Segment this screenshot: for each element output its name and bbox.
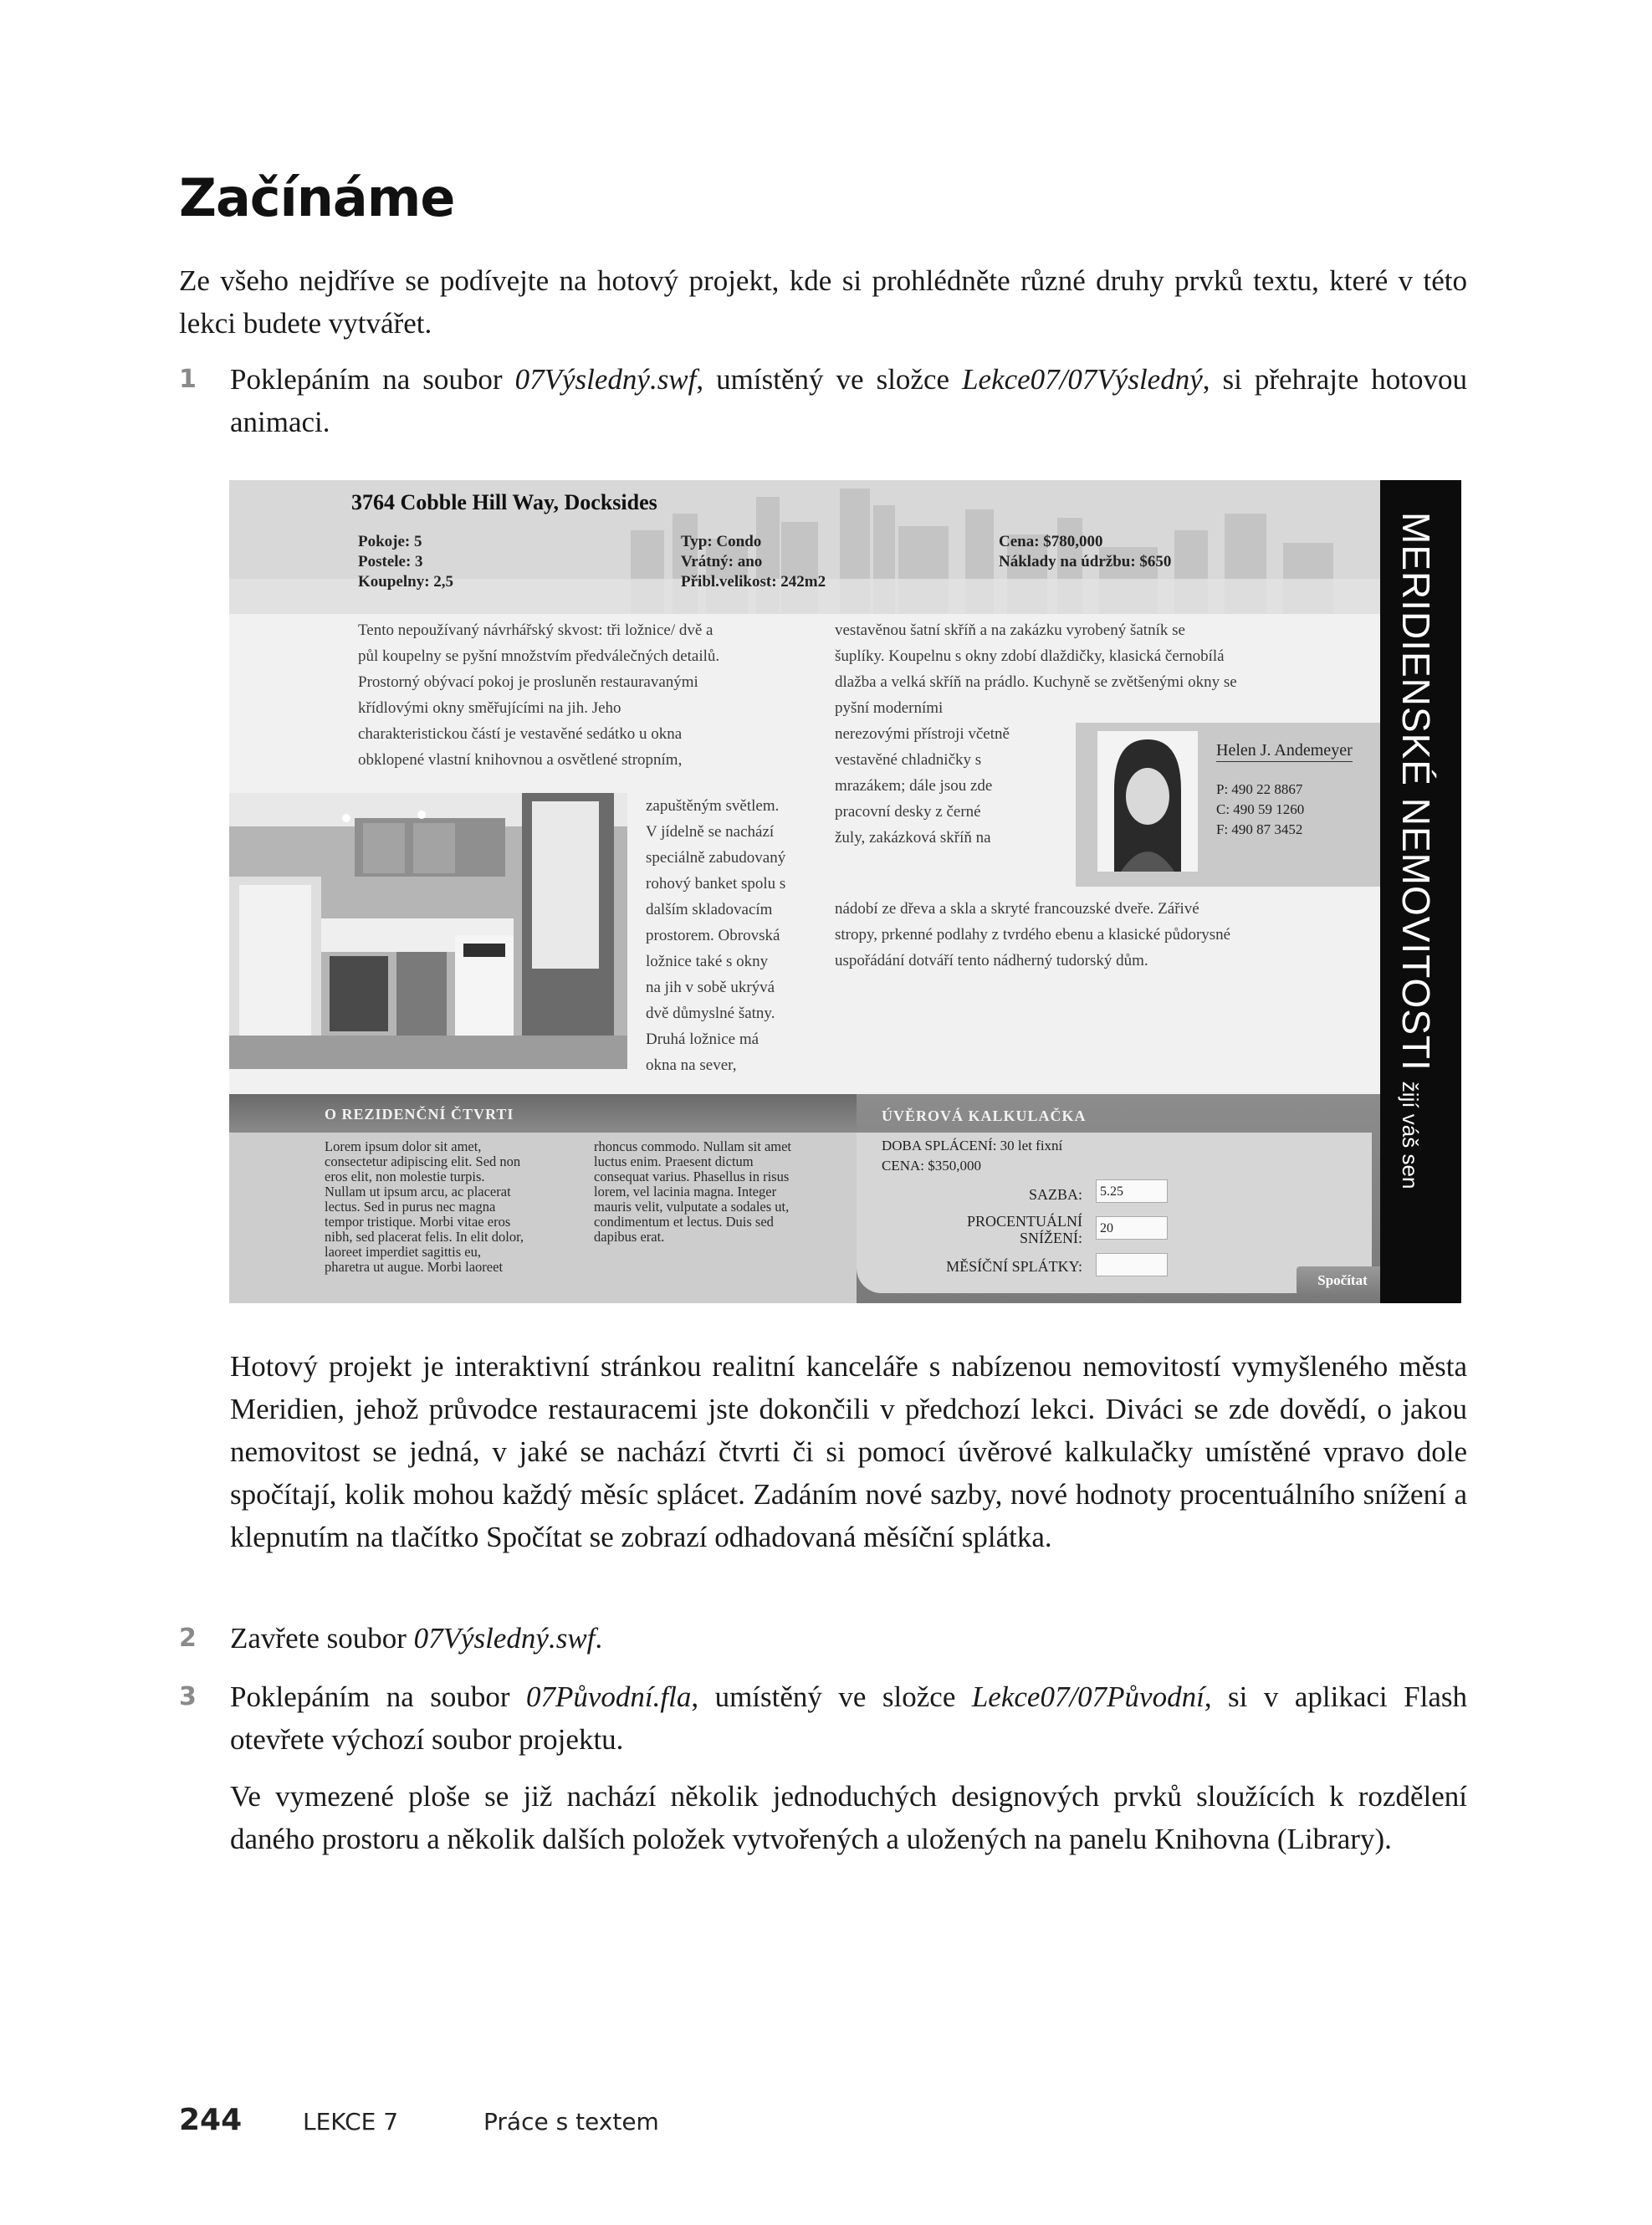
file-name: 07Původní.fla: [525, 1680, 692, 1713]
agent-photo: [1097, 731, 1198, 872]
fact-item: Náklady na údržbu: $650: [999, 553, 1172, 570]
facts-type: [681, 532, 826, 592]
project-description: Hotový projekt je interaktivní stránkou realitní kanceláře s nabízenou nemovitostí vymyšleného města Meridien, jehož průvodce restauracemi jste dokončili v předchozí lekci. Diváci se zde dovědí, o jakou nemovitost se jedná, v jaké se nachází čtvrti či si pomocí úvěrové kalkulačky umístěné vpravo dole spočítají, kolik mohou každý měsíc splácet. Zadáním nové sazby, nové hodnoty procentuálního snížení a klepnutím na tlačítko Spočítat se zobrazí odhadovaná měsíční splátka.: [230, 1350, 1467, 1553]
project-screenshot: [229, 480, 1461, 1303]
fact-item: Typ: Condo: [681, 533, 762, 550]
fact-item: Vrátný: ano: [681, 553, 763, 570]
step-number: 3: [179, 1682, 197, 1711]
fact-item: Koupelny: 2,5: [358, 573, 454, 591]
fact-item: Cena: $780,000: [999, 533, 1103, 550]
step-text: Poklepáním na soubor 07Původní.fla, umístěný ve složce Lekce07/07Původní, si v aplikaci Flash otevřete výchozí soubor projektu.: [230, 1680, 1467, 1756]
section-heading: Začínáme: [179, 167, 455, 228]
calculator-title: ÚVĚROVÁ KALKULAČKA: [882, 1107, 1087, 1124]
discount-input[interactable]: 20: [1096, 1216, 1168, 1240]
intro-paragraph: Ze všeho nejdříve se podívejte na hotový projekt, kde si prohlédněte různé druhy prvků textu, které v této lekci budete vytvářet.: [179, 264, 1467, 340]
agent-phone: F: 490 87 3452: [1216, 821, 1303, 837]
brand-tagline: žijí váš sen: [1398, 1081, 1423, 1189]
step-text: Poklepáním na soubor 07Výsledný.swf, umístěný ve složce Lekce07/07Výsledný, si přehrajte hotovou animaci.: [230, 363, 1468, 438]
neighborhood-title: O REZIDENČNÍ ČTVRTI: [325, 1106, 514, 1123]
neighborhood-text-right: rhoncus commodo. Nullam sit amet luctus enim. Praesent dictum consequat varius. Phasellus in risus lorem, vel lacinia magna. Integer mauris velit, vulputate a sodales ut, condimentum et lectus. Duis sed dapibus erat.: [594, 1138, 792, 1245]
brand-title: MERIDIENSKÉ NEMOVITOSTI: [1394, 512, 1438, 1072]
calculate-button[interactable]: Spočítat: [1297, 1266, 1389, 1295]
loan-term: DOBA SPLÁCENÍ: 30 let fixní: [882, 1138, 1063, 1153]
description-right-column: pyšní moderními nerezovými přístroji včetně vestavěné chladničky s mrazákem; dále jsou zde pracovní desky z černé žuly, zakázková skříň na: [835, 699, 1010, 847]
brand-sidebar: [1380, 480, 1461, 1303]
monthly-payment-label: MĚSÍČNÍ SPLÁTKY:: [946, 1258, 1082, 1275]
facts-price: [999, 532, 1171, 572]
neighborhood-text-left: Lorem ipsum dolor sit amet, consectetur adipiscing elit. Sed non eros elit, non molestie turpis. Nullam ut ipsum arcu, ac placerat lectus. Sed in purus nec magna tempor tristique. Morbi vitae eros nibh, sed placerat felis. In elit dolor, laoreet imperdiet sagittis eu, pharetra ut augue. Morbi laoreet: [325, 1138, 524, 1275]
header-banner: [229, 480, 1380, 614]
rate-label: SAZBA:: [1028, 1186, 1082, 1203]
loan-calculator: [857, 1094, 1380, 1303]
lesson-label: LEKCE 7: [303, 2108, 399, 2135]
description-left-top: Tento nepoužívaný návrhářský skvost: tři ložnice/ dvě a půl koupelny se pyšní množstvím předválečných detailů. Prostorný obývací pokoj je prosluněn restauravanými křídlovými okny směřujícími na jih. Jeho charakteristickou částí je vestavěné sedátko u okna obklopené vlastní knihovnou a osvětlené stropním,: [358, 621, 720, 769]
bottom-band: [229, 1094, 1380, 1303]
step-2: [179, 1617, 1467, 1660]
agent-name: Helen J. Andemeyer: [1216, 741, 1353, 762]
agent-phones: [1216, 780, 1304, 840]
step-text: Zavřete soubor 07Výsledný.swf.: [230, 1622, 603, 1655]
description-right-top: vestavěnou šatní skříň a na zakázku vyrobený šatník se šuplíky. Koupelnu s okny zdobí dlaždičky, klasická černobílá dlažba a velká skříň na prádlo. Kuchyně se zvětšenými okny se: [835, 621, 1237, 691]
facts-rooms: [358, 532, 453, 592]
step-1: [179, 358, 1467, 443]
step-3: [179, 1675, 1467, 1761]
fact-item: Postele: 3: [358, 553, 423, 570]
neighborhood-header: [229, 1094, 857, 1133]
description-right-bottom: nádobí ze dřeva a skla a skryté francouzské dveře. Zářivé stropy, prkenné podlahy z tvrdého ebenu a klasické půdorysné uspořádání dotváří tento nádherný tudorský dům.: [835, 900, 1231, 969]
fact-item: Přibl.velikost: 242m2: [681, 573, 826, 591]
folder-name: Lekce07/07Výsledný: [962, 363, 1203, 396]
file-name: 07Výsledný.swf: [514, 363, 697, 396]
monthly-payment-output: [1096, 1253, 1168, 1276]
discount-label: PROCENTUÁLNÍ SNÍŽENÍ:: [967, 1213, 1082, 1246]
page-number: 244: [179, 2103, 243, 2137]
agent-phone: P: 490 22 8867: [1216, 781, 1303, 797]
kitchen-photo: [229, 793, 627, 1069]
closing-paragraph: Ve vymezené ploše se již nachází několik jednoduchých designových prvků sloužících k rozdělení daného prostoru a několik dalších položek vytvořených a uložených na panelu Knihovna (Library).: [230, 1780, 1467, 1855]
folder-name: Lekce07/07Původní: [971, 1680, 1204, 1713]
lesson-topic: Práce s textem: [483, 2108, 659, 2135]
rate-input[interactable]: 5.25: [1096, 1179, 1168, 1203]
property-address: 3764 Cobble Hill Way, Docksides: [351, 490, 657, 514]
brand-vertical-text: [1394, 512, 1439, 1189]
fact-item: Pokoje: 5: [358, 533, 422, 550]
agent-phone: C: 490 59 1260: [1216, 801, 1305, 817]
agent-card: [1076, 723, 1380, 887]
step-number: 2: [179, 1624, 197, 1653]
file-name: 07Výsledný.swf: [413, 1622, 596, 1655]
description-left-column: zapuštěným světlem. V jídelně se nachází speciálně zabudovaný rohový banket spolu s dalším skladovacím prostorem. Obrovská ložnice také s okny na jih v sobě ukrývá dvě důmyslné šatny. Druhá ložnice má okna na sever,: [646, 797, 786, 1074]
step-number: 1: [179, 365, 197, 394]
loan-price: CENA: $350,000: [882, 1158, 981, 1174]
